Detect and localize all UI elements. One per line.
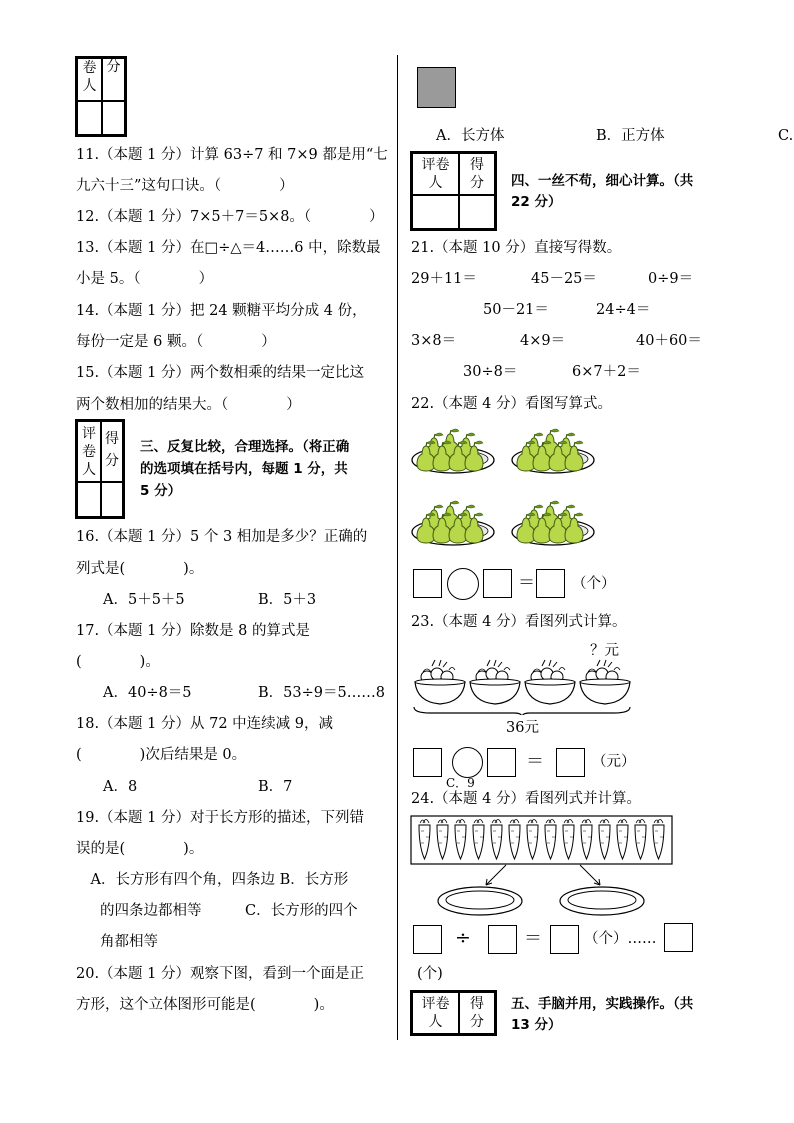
- pear-plates-figure: [410, 425, 600, 555]
- q23-answer-box-1[interactable]: [413, 748, 442, 777]
- q19-line4: 的四条边都相等 C．长方形的四个: [100, 903, 358, 919]
- q21-item: 40＋60＝: [636, 333, 702, 349]
- section5-title-line2: 13 分）: [511, 1017, 562, 1033]
- q23-total-label: 36元: [506, 720, 539, 736]
- score-label: 得分: [470, 996, 484, 1030]
- q21-item: 29＋11＝: [411, 271, 477, 287]
- q24-unit: （个）……: [584, 931, 657, 947]
- grader-table-section3: [75, 419, 125, 519]
- gray-square-figure: [417, 67, 456, 108]
- column-divider: [397, 55, 398, 1040]
- q22-answer-box-2[interactable]: [483, 569, 512, 598]
- fruit-bowls-figure: [410, 655, 635, 715]
- q23-answer-box-3[interactable]: [556, 748, 585, 777]
- q11-line2: 九六十三”这句口诀。（ ）: [76, 178, 294, 194]
- q22-answer-box-3[interactable]: [536, 569, 565, 598]
- q24-answer-box-2[interactable]: [488, 925, 517, 954]
- q23-unknown-label: ？元: [590, 643, 619, 659]
- score-cell[interactable]: [102, 101, 125, 135]
- q23-fragment: C．9: [446, 776, 475, 790]
- score-label: 得分: [105, 431, 119, 469]
- q17-line2: ( )。: [76, 654, 160, 670]
- q18-option-a[interactable]: A．8: [103, 779, 138, 795]
- q14-line2: 每份一定是 6 颗。（ ）: [76, 334, 276, 350]
- reviewer-label: 评卷人: [82, 426, 96, 478]
- q20-line1: 20.（本题 1 分）观察下图，看到一个面是正: [76, 966, 365, 982]
- q23-operator-circle[interactable]: [452, 747, 483, 778]
- q18-line1: 18.（本题 1 分）从 72 中连续减 9，减: [76, 716, 334, 732]
- section4-title-line1: 四、一丝不苟，细心计算。（共: [511, 173, 694, 189]
- q17-option-b[interactable]: B．53÷9＝5……8: [258, 685, 385, 701]
- reviewer-label: 评卷人: [421, 996, 450, 1030]
- q22-prompt: 22.（本题 4 分）看图写算式。: [411, 396, 613, 412]
- equals-sign: ＝: [526, 751, 544, 772]
- q21-item: 3×8＝: [411, 333, 457, 349]
- q15-line2: 两个数相加的结果大。（ ）: [76, 397, 301, 413]
- q20-option-a[interactable]: A．长方体: [436, 128, 505, 144]
- q19-line5: 角都相等: [100, 934, 158, 950]
- score-cell[interactable]: [459, 195, 495, 229]
- q21-item: 0÷9＝: [648, 271, 694, 287]
- reviewer-label: 卷人: [82, 60, 97, 94]
- section3-title-line1: 三、反复比较，合理选择。（将正确: [140, 439, 350, 455]
- q21-item: 30÷8＝: [463, 364, 518, 380]
- q21-item: 24÷4＝: [596, 302, 651, 318]
- q24-remainder-box[interactable]: [664, 923, 693, 952]
- section3-title-line2: 的选项填在括号内，每题 1 分，共: [140, 461, 348, 477]
- q13-line1: 13.（本题 1 分）在□÷△＝4……6 中，除数最: [76, 240, 381, 256]
- equals-sign: ＝: [518, 573, 535, 593]
- equals-sign: ＝: [524, 928, 542, 949]
- q21-prompt: 21.（本题 10 分）直接写得数。: [411, 240, 622, 256]
- q24-prompt: 24.（本题 4 分）看图列式并计算。: [411, 791, 642, 807]
- q13-line2: 小是 5。（ ）: [76, 271, 214, 287]
- q17-option-a[interactable]: A．40÷8＝5: [103, 685, 192, 701]
- q21-item: 4×9＝: [520, 333, 566, 349]
- q14-line1: 14.（本题 1 分）把 24 颗糖平均分成 4 份，: [76, 303, 367, 319]
- q16-option-a[interactable]: A．5＋5＋5: [103, 592, 185, 608]
- q24-unit-2: (个): [417, 966, 443, 982]
- q15-line1: 15.（本题 1 分）两个数相乘的结果一定比这: [76, 365, 365, 381]
- divide-sign: ÷: [455, 927, 471, 949]
- q22-operator-circle[interactable]: [447, 568, 479, 600]
- grader-table-top: [75, 56, 127, 137]
- q16-line1: 16.（本题 1 分）5 个 3 相加是多少？正确的: [76, 529, 368, 545]
- q12-line1: 12.（本题 1 分）7×5＋7＝5×8。（ ）: [76, 209, 384, 225]
- q19-line2: 误的是( )。: [76, 841, 204, 857]
- q20-line2: 方形，这个立体图形可能是( )。: [76, 997, 334, 1013]
- q22-unit: （个）: [572, 576, 616, 592]
- q18-line2: ( )次后结果是 0。: [76, 747, 247, 763]
- reviewer-cell[interactable]: [412, 195, 459, 229]
- reviewer-label: 评卷人: [421, 157, 450, 191]
- q16-option-b[interactable]: B．5＋3: [258, 592, 317, 608]
- section4-title-line2: 22 分）: [511, 194, 562, 210]
- q19-line3: A．长方形有四个角，四条边 B．长方形: [76, 872, 349, 888]
- score-label: 分: [106, 59, 121, 75]
- q21-item: 50－21＝: [483, 302, 549, 318]
- q20-option-c[interactable]: C.: [778, 128, 794, 144]
- q23-unit: （元）: [592, 754, 636, 770]
- q23-answer-box-2[interactable]: [487, 748, 516, 777]
- q21-item: 45－25＝: [531, 271, 597, 287]
- reviewer-cell[interactable]: [77, 482, 101, 517]
- q20-option-b[interactable]: B．正方体: [596, 128, 665, 144]
- section3-title-line3: 5 分）: [140, 483, 182, 499]
- score-label: 得分: [470, 157, 484, 191]
- q23-prompt: 23.（本题 4 分）看图列式计算。: [411, 614, 627, 630]
- q22-answer-box-1[interactable]: [413, 569, 442, 598]
- q11-line1: 11.（本题 1 分）计算 63÷7 和 7×9 都是用“七: [76, 147, 388, 163]
- q21-item: 6×7＋2＝: [572, 364, 641, 380]
- q24-answer-box-1[interactable]: [413, 925, 442, 954]
- grader-table-section4: [410, 151, 497, 231]
- q18-option-b[interactable]: B．7: [258, 779, 293, 795]
- score-cell[interactable]: [101, 482, 123, 517]
- carrots-figure: [410, 815, 675, 920]
- grader-table-section5: [410, 990, 497, 1036]
- q17-line1: 17.（本题 1 分）除数是 8 的算式是: [76, 623, 310, 639]
- reviewer-cell[interactable]: [77, 101, 102, 135]
- q19-line1: 19.（本题 1 分）对于长方形的描述，下列错: [76, 810, 365, 826]
- q16-line2: 列式是( )。: [76, 561, 204, 577]
- q24-answer-box-3[interactable]: [550, 925, 579, 954]
- section5-title-line1: 五、手脑并用，实践操作。（共: [511, 996, 694, 1012]
